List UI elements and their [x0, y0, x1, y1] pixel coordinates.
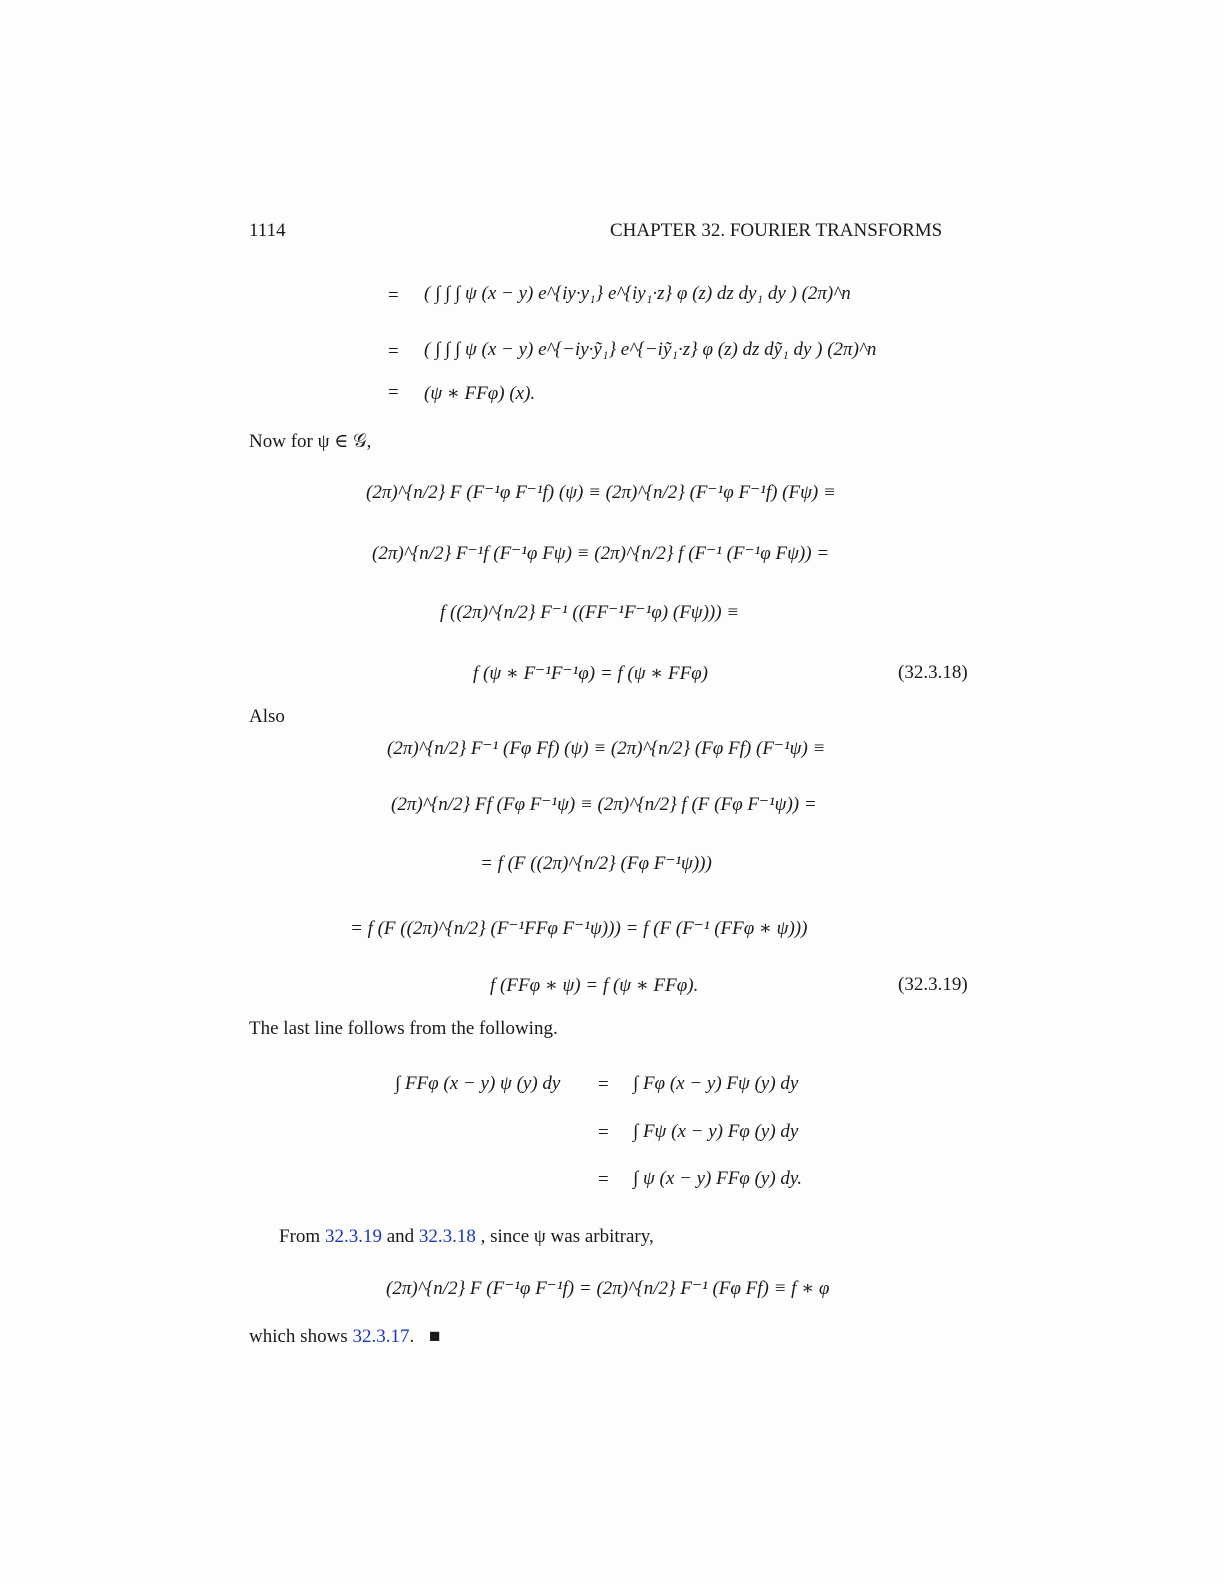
paragraph-text: .: [409, 1326, 415, 1347]
equation-line: (ψ ∗ FFφ) (x).: [424, 383, 536, 404]
paragraph-text: From: [279, 1226, 325, 1247]
equation-line: ( ∫ ∫ ∫ ψ (x − y) e^{−iy·ỹ₁} e^{−iỹ₁·z} φ (z) dz dỹ₁ dy ) (2π)^n: [424, 339, 877, 360]
equation-line: = f (F ((2π)^{n/2} (F⁻¹FFφ F⁻¹ψ))) = f (F (F⁻¹ (FFφ ∗ ψ))): [350, 918, 808, 939]
equation-rhs: ∫ ψ (x − y) FFφ (y) dy.: [633, 1168, 803, 1189]
equation-line: f ((2π)^{n/2} F⁻¹ ((FF⁻¹F⁻¹φ) (Fψ))) ≡: [440, 602, 740, 623]
equation-line: (2π)^{n/2} F⁻¹f (F⁻¹φ Fψ) ≡ (2π)^{n/2} f (F⁻¹ (F⁻¹φ Fψ)) =: [372, 543, 830, 564]
equation-number: (32.3.18): [898, 662, 968, 683]
equation-rhs: ∫ Fφ (x − y) Fψ (y) dy: [633, 1073, 799, 1094]
page-number: 1114: [249, 220, 286, 241]
paragraph-text: Now for ψ ∈ 𝒢,: [249, 431, 372, 452]
eq-sign: =: [598, 1169, 609, 1190]
eq-sign: =: [388, 382, 399, 403]
equation-link[interactable]: 32.3.18: [418, 1226, 476, 1247]
paragraph-text: and: [381, 1226, 419, 1247]
equation-link[interactable]: 32.3.17: [352, 1326, 410, 1347]
eq-sign: =: [388, 341, 399, 362]
paragraph-text: which shows: [249, 1326, 353, 1347]
equation-line: (2π)^{n/2} Ff (Fφ F⁻¹ψ) ≡ (2π)^{n/2} f (F (Fφ F⁻¹ψ)) =: [391, 794, 817, 815]
equation-line: ( ∫ ∫ ∫ ψ (x − y) e^{iy·y₁} e^{iy₁·z} φ (z) dz dy₁ dy ) (2π)^n: [424, 283, 851, 304]
equation-link[interactable]: 32.3.19: [324, 1226, 382, 1247]
paragraph-text: The last line follows from the following.: [249, 1018, 558, 1039]
eq-sign: =: [598, 1074, 609, 1095]
paragraph: [279, 1226, 654, 1248]
qed-symbol: ■: [428, 1326, 441, 1347]
equation-line: (2π)^{n/2} F⁻¹ (Fφ Ff) (ψ) ≡ (2π)^{n/2} (Fφ Ff) (F⁻¹ψ) ≡: [387, 738, 826, 759]
eq-sign: =: [598, 1122, 609, 1143]
equation-line: f (FFφ ∗ ψ) = f (ψ ∗ FFφ).: [490, 975, 699, 996]
equation-number: (32.3.19): [898, 974, 968, 995]
equation-line: (2π)^{n/2} F (F⁻¹φ F⁻¹f) = (2π)^{n/2} F⁻¹ (Fφ Ff) ≡ f ∗ φ: [386, 1278, 830, 1299]
equation-lhs: ∫ FFφ (x − y) ψ (y) dy: [395, 1073, 561, 1094]
running-header: CHAPTER 32. FOURIER TRANSFORMS: [610, 220, 943, 241]
paragraph-text: Also: [249, 706, 285, 727]
paragraph-text: , since ψ was arbitrary,: [475, 1226, 654, 1247]
paragraph: [249, 1326, 440, 1348]
equation-line: (2π)^{n/2} F (F⁻¹φ F⁻¹f) (ψ) ≡ (2π)^{n/2} (F⁻¹φ F⁻¹f) (Fψ) ≡: [366, 482, 836, 503]
equation-line: f (ψ ∗ F⁻¹F⁻¹φ) = f (ψ ∗ FFφ): [473, 663, 709, 684]
equation-line: = f (F ((2π)^{n/2} (Fφ F⁻¹ψ))): [480, 853, 712, 874]
eq-sign: =: [388, 285, 399, 306]
equation-rhs: ∫ Fψ (x − y) Fφ (y) dy: [633, 1121, 799, 1142]
